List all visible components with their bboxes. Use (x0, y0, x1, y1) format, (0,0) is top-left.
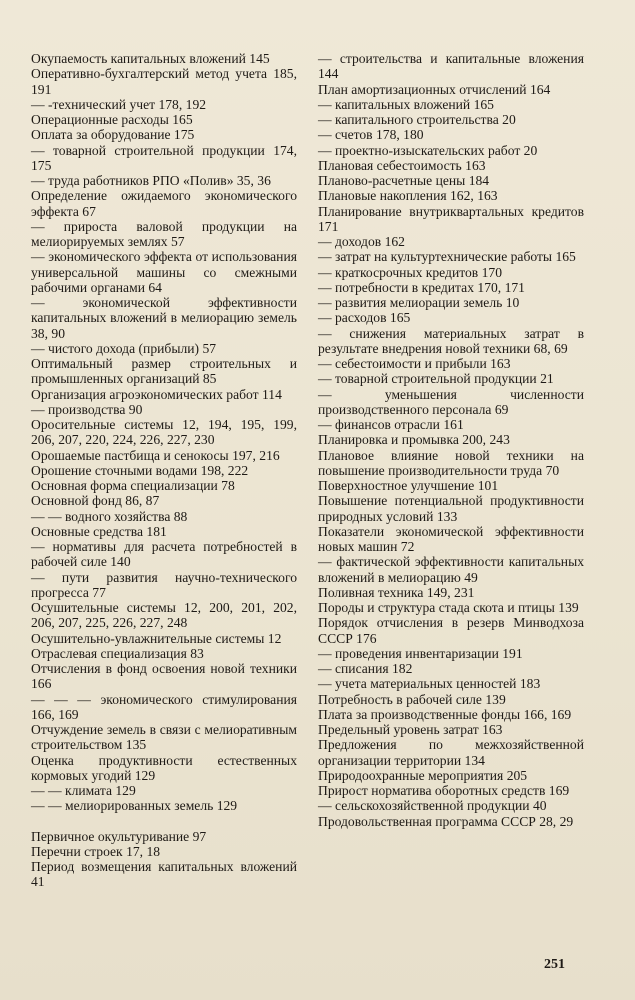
index-entry: Оценка продуктивности естественных кормовых угодий 129 (31, 752, 297, 783)
index-entry: Поверхностное улучшение 101 (318, 478, 499, 493)
left-index-column (31, 51, 297, 890)
index-entry: — -технический учет 178, 192 (31, 96, 207, 112)
index-entry: Породы и структура стада скота и птицы 139 (318, 600, 579, 615)
index-entry: — сельскохозяйственной продукции 40 (318, 798, 547, 814)
index-entry: — — мелиорированных земель 129 (31, 798, 238, 814)
index-entry: — себестоимости и прибыли 163 (318, 356, 511, 371)
index-entry: Операционные расходы 165 (31, 112, 193, 127)
index-entry: Плановые накопления 162, 163 (318, 188, 498, 204)
index-entry: — краткосрочных кредитов 170 (318, 264, 502, 280)
index-entry: — чистого дохода (прибыли) 57 (31, 340, 217, 356)
index-entry: — производства 90 (31, 401, 143, 417)
index-entry: Природоохранные мероприятия 205 (318, 767, 528, 783)
right-index-column (318, 51, 584, 829)
index-entry: Предложения по межхозяйственной организации территории 134 (318, 737, 584, 768)
index-entry: — уменьшения численности производственного персонала 69 (318, 386, 584, 417)
index-entry: Осушительно-увлажнительные системы 12 (31, 630, 282, 646)
index-entry: — проведения инвентаризации 191 (318, 645, 523, 661)
index-entry: — финансов отрасли 161 (318, 417, 464, 432)
index-entry: — потребности в кредитах 170, 171 (318, 279, 525, 295)
index-entry: Организация агроэкономических работ 114 (31, 386, 282, 402)
index-entry: — капитального строительства 20 (318, 112, 516, 127)
index-entry: — снижения материальных затрат в результате внедрения новой техники 68, 69 (318, 325, 584, 356)
index-entry: — прироста валовой продукции на мелиорируемых землях 57 (31, 218, 297, 249)
index-entry: Оросительные системы 12, 194, 195, 199, 206, 207, 220, 224, 226, 227, 230 (31, 417, 297, 448)
index-entry: Основные средства 181 (31, 523, 167, 539)
index-entry: Плановая себестоимость 163 (318, 157, 486, 173)
index-entry: Повышение потенциальной продуктивности природных условий 133 (318, 493, 584, 524)
index-entry: Плановое влияние новой техники на повышение производительности труда 70 (318, 447, 584, 478)
page-number: 251 (544, 957, 565, 972)
index-entry: Перечни строек 17, 18 (31, 843, 161, 859)
index-entry: — счетов 178, 180 (318, 127, 424, 143)
index-entry: — экономической эффективности капитальных вложений в мелиорацию земель 38, 90 (31, 295, 297, 341)
index-entry: Планирование внутриквартальных кредитов 171 (318, 203, 584, 234)
index-entry: Определение ожидаемого экономического эффекта 67 (31, 188, 297, 219)
index-entry: Осушительные системы 12, 200, 201, 202, 206, 207, 225, 226, 227, 248 (31, 600, 297, 631)
index-entry: Планировка и промывка 200, 243 (318, 432, 510, 448)
index-entry: — — — экономического стимулирования 166, 169 (31, 691, 297, 722)
index-entry: Порядок отчисления в резерв Минводхоза СССР 176 (318, 615, 584, 646)
index-entry: — расходов 165 (318, 310, 411, 326)
index-entry: Продовольственная программа СССР 28, 29 (318, 813, 574, 829)
index-entry: — капитальных вложений 165 (318, 96, 494, 112)
index-entry: — затрат на культуртехнические работы 165 (318, 249, 576, 265)
index-entry: Потребность в рабочей силе 139 (318, 691, 506, 707)
index-entry: — — водного хозяйства 88 (31, 508, 188, 524)
index-entry: Показатели экономической эффективности новых машин 72 (318, 523, 584, 554)
index-entry: Поливная техника 149, 231 (318, 584, 475, 600)
index-entry: План амортизационных отчислений 164 (318, 81, 551, 97)
index-entry: — списания 182 (318, 661, 413, 676)
index-entry: — проектно-изыскательских работ 20 (318, 142, 538, 158)
index-entry: Первичное окультуривание 97 (31, 828, 207, 844)
index-entry: Оптимальный размер строительных и промышленных организаций 85 (31, 356, 297, 387)
index-entry: Окупаемость капитальных вложений 145 (31, 51, 270, 66)
index-entry: — развития мелиорации земель 10 (318, 295, 520, 310)
index-entry: — пути развития научно-технического прогресса 77 (31, 569, 297, 600)
index-entry: Отчуждение земель в связи с мелиоративным строительством 135 (31, 722, 297, 753)
index-entry: Орошение сточными водами 198, 222 (31, 462, 249, 478)
index-entry: — — климата 129 (31, 783, 136, 798)
index-entry: — экономического эффекта от использования универсальной машины со смежными рабочими органами 64 (31, 249, 297, 295)
index-entry: — фактической эффективности капитальных вложений в мелиорацию 49 (318, 554, 584, 585)
index-entry: — доходов 162 (318, 234, 405, 249)
index-entry: Основной фонд 86, 87 (31, 493, 160, 509)
index-entry: Орошаемые пастбища и сенокосы 197, 216 (31, 447, 280, 463)
index-entry: Основная форма специализации 78 (31, 478, 235, 493)
index-entry: — товарной строительной продукции 21 (318, 371, 554, 387)
index-entry: Оперативно-бухгалтерский метод учета 185, 191 (31, 66, 297, 97)
index-entry: Период возмещения капитальных вложений 41 (31, 859, 297, 890)
index-entry: Плата за производственные фонды 166, 169 (318, 706, 572, 722)
index-entry: Оплата за оборудование 175 (31, 127, 195, 143)
index-entry: Прирост норматива оборотных средств 169 (318, 783, 570, 798)
index-entry: Планово-расчетные цены 184 (318, 173, 490, 188)
index-entry: Отчисления в фонд освоения новой техники 166 (31, 661, 297, 692)
index-entry: — товарной строительной продукции 174, 175 (31, 142, 297, 173)
index-entry: — строительства и капитальные вложения 144 (318, 51, 584, 82)
index-spacer (31, 814, 297, 829)
index-entry: — учета материальных ценностей 183 (318, 676, 541, 692)
index-entry: — труда работников РПО «Полив» 35, 36 (31, 173, 271, 188)
index-entry: Отраслевая специализация 83 (31, 645, 204, 661)
index-entry: — нормативы для расчета потребностей в рабочей силе 140 (31, 539, 297, 570)
index-entry: Предельный уровень затрат 163 (318, 722, 503, 737)
